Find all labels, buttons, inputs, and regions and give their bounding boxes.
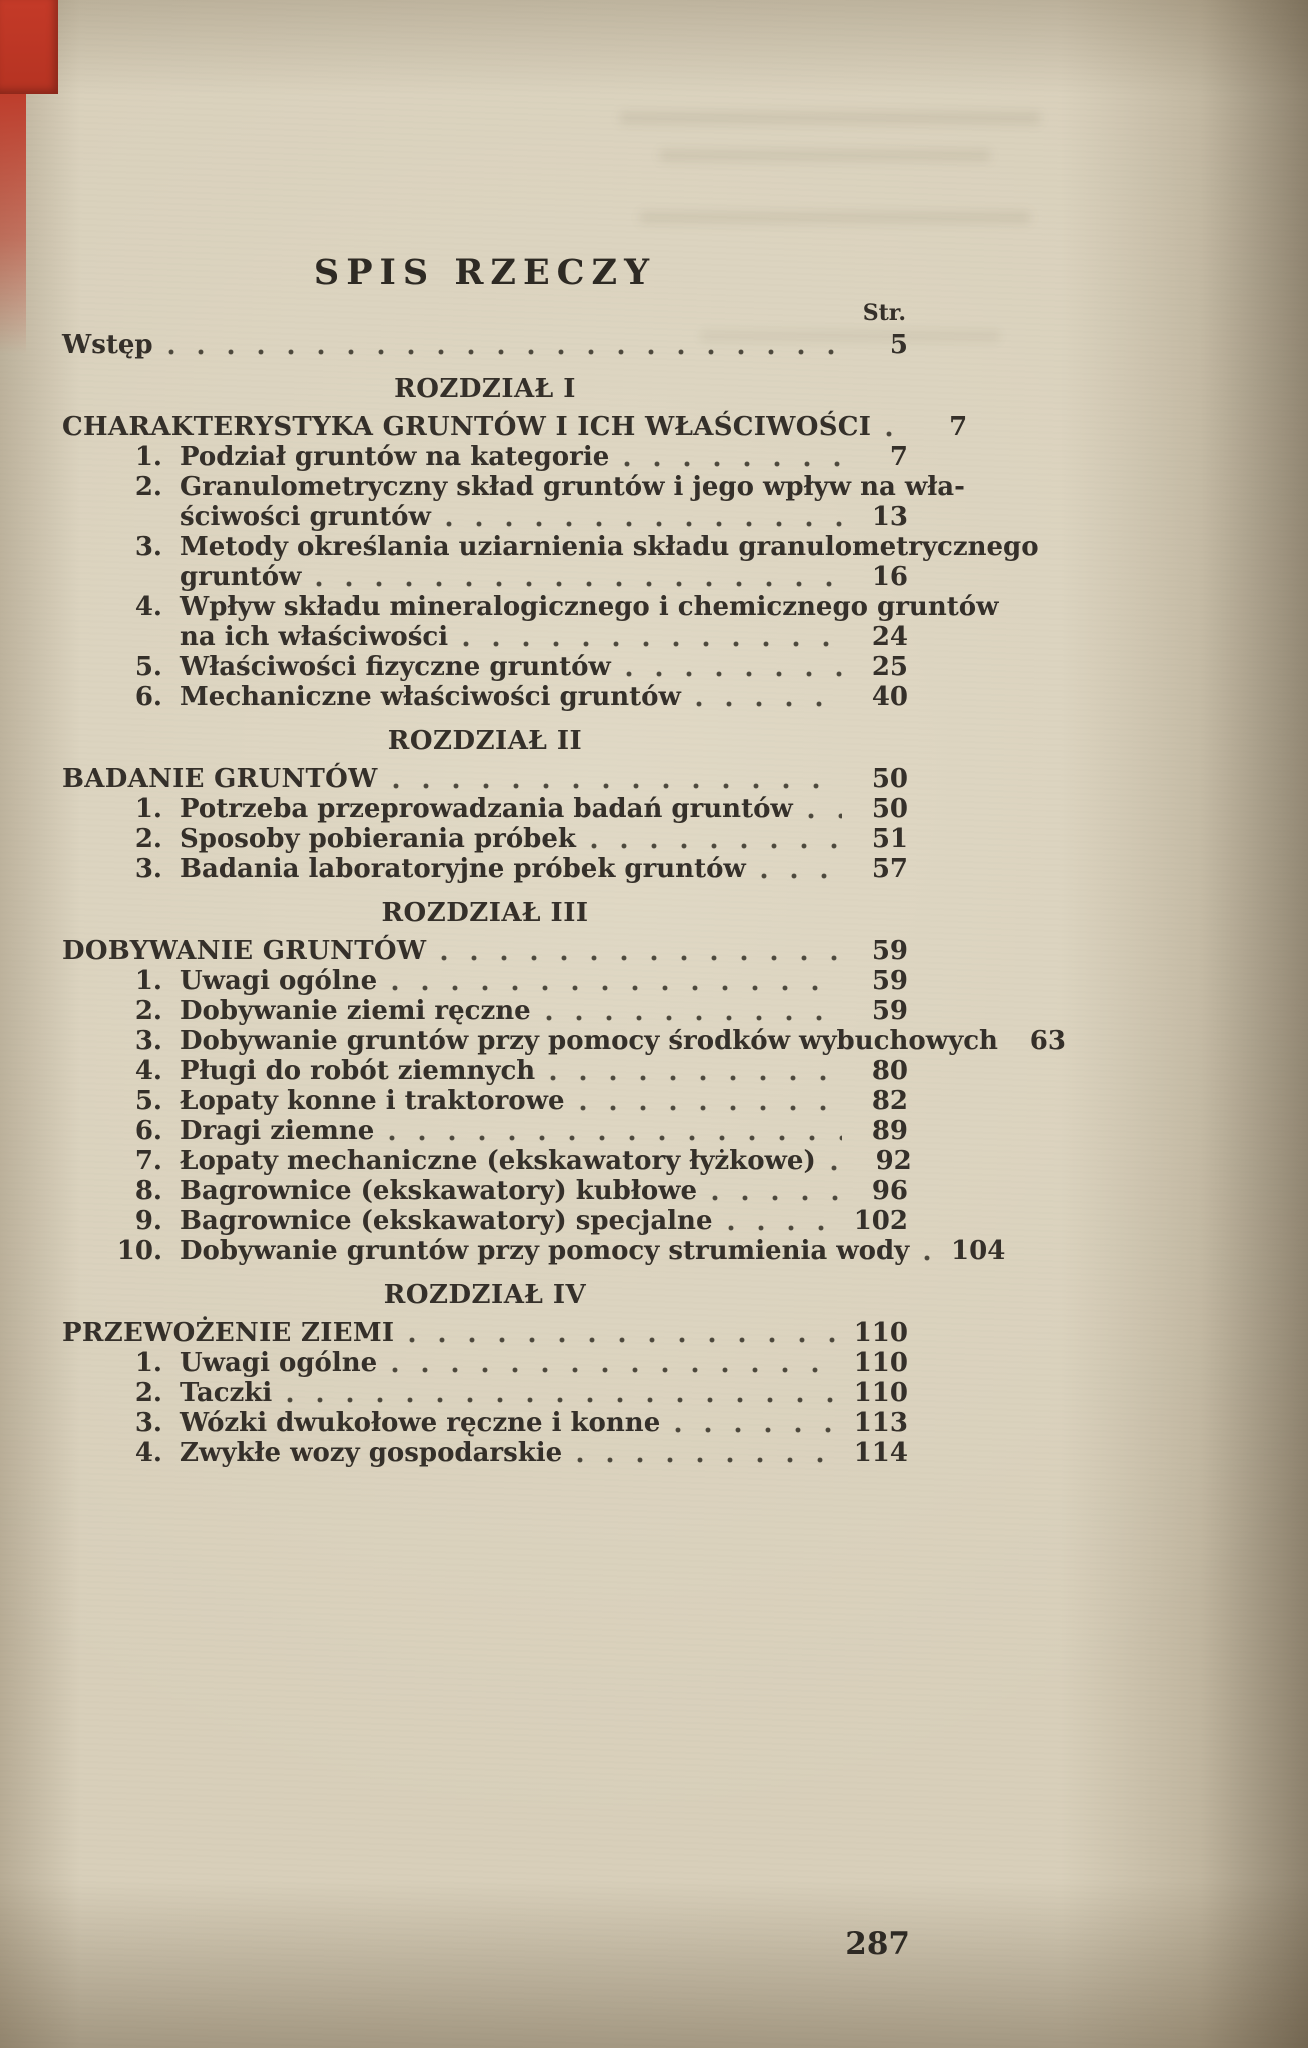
entry-number: 1. — [134, 1348, 162, 1378]
entry-text: na ich właściwości — [180, 622, 449, 652]
entry-number: 2. — [134, 472, 162, 502]
entry-number: 4. — [134, 1056, 162, 1086]
entry-page: 59 — [871, 996, 908, 1026]
toc-item-line — [62, 1438, 908, 1468]
entry-text: gruntów — [180, 562, 302, 592]
entry-page: 16 — [871, 562, 908, 592]
entry-page: 114 — [853, 1438, 908, 1468]
dot-leader — [830, 1146, 846, 1176]
toc-item-line — [62, 532, 1039, 562]
entry-page: 7 — [889, 442, 908, 472]
entry-page: 50 — [871, 764, 908, 794]
entry-number: 4. — [134, 1438, 162, 1468]
dot-leader — [885, 412, 901, 442]
entry-text: ściwości gruntów — [180, 502, 431, 532]
entry-text: Pługi do robót ziemnych — [180, 1056, 536, 1086]
toc-item-line — [62, 682, 908, 712]
entry-text: Badania laboratoryjne próbek gruntów — [180, 854, 746, 884]
entry-text: DOBYWANIE GRUNTÓW — [62, 936, 427, 966]
red-book-edge-corner — [0, 0, 58, 94]
entry-number: 3. — [134, 532, 162, 562]
dot-leader — [391, 966, 842, 996]
toc-item-line — [62, 622, 908, 652]
dot-leader — [923, 1236, 939, 1266]
entry-page: 102 — [853, 1206, 908, 1236]
toc-item-line — [62, 1026, 1066, 1056]
dot-leader — [388, 1116, 842, 1146]
dot-leader — [711, 1176, 842, 1206]
entry-page: 59 — [871, 936, 908, 966]
chapter-title-entry — [62, 1318, 908, 1348]
toc-item-line — [62, 1146, 912, 1176]
entry-page: 89 — [871, 1116, 908, 1146]
entry-page: 96 — [871, 1176, 908, 1206]
entry-page: 92 — [875, 1146, 912, 1176]
entry-page: 40 — [871, 682, 908, 712]
dot-leader — [807, 794, 842, 824]
toc-item-line — [62, 824, 908, 854]
entry-number: 2. — [134, 824, 162, 854]
entry-text: Właściwości fizyczne gruntów — [180, 652, 611, 682]
entry-number: 3. — [134, 854, 162, 884]
entry-text: Bagrownice (ekskawatory) specjalne — [180, 1206, 713, 1236]
entry-text: Mechaniczne właściwości gruntów — [180, 682, 681, 712]
toc-item-line — [62, 854, 908, 884]
dot-leader — [315, 562, 842, 592]
entry-text: BADANIE GRUNTÓW — [62, 764, 378, 794]
dot-leader — [408, 1318, 842, 1348]
entry-number: 1. — [134, 966, 162, 996]
toc-item-line — [62, 1176, 908, 1206]
chapter-title-entry — [62, 936, 908, 966]
entry-text: Podział gruntów na kategorie — [180, 442, 610, 472]
entry-text: Uwagi ogólne — [180, 1348, 378, 1378]
dot-leader — [462, 622, 842, 652]
dot-leader — [579, 1086, 842, 1116]
toc-item-line — [62, 1056, 908, 1086]
dot-leader — [392, 764, 842, 794]
dot-leader — [695, 682, 842, 712]
chapter-heading: ROZDZIAŁ IV — [383, 1280, 587, 1310]
toc-item-line — [62, 442, 908, 472]
table-of-contents — [62, 330, 1066, 1468]
entry-text: Łopaty konne i traktorowe — [180, 1086, 565, 1116]
chapter-heading: ROZDZIAŁ III — [381, 898, 589, 928]
entry-text: Wpływ składu mineralogicznego i chemicznego gruntów — [180, 592, 999, 622]
toc-item-line — [62, 1116, 908, 1146]
entry-page: 25 — [871, 652, 908, 682]
entry-text: Taczki — [180, 1378, 273, 1408]
dot-leader — [549, 1056, 842, 1086]
toc-item-line — [62, 1378, 908, 1408]
entry-page: 110 — [853, 1378, 908, 1408]
entry-page: 104 — [951, 1236, 1006, 1266]
toc-item-line — [62, 1236, 1006, 1266]
dot-leader — [760, 854, 842, 884]
entry-text: Potrzeba przeprowadzania badań gruntów — [180, 794, 793, 824]
dot-leader — [674, 1408, 842, 1438]
page-bleed-ghost — [640, 212, 1030, 223]
dot-leader — [576, 1438, 842, 1468]
dot-leader — [727, 1206, 843, 1236]
toc-item-line — [62, 652, 908, 682]
entry-page: 50 — [871, 794, 908, 824]
entry-page: 24 — [871, 622, 908, 652]
entry-text: CHARAKTERYSTYKA GRUNTÓW I ICH WŁAŚCIWOŚCI — [62, 412, 872, 442]
entry-page: 57 — [871, 854, 908, 884]
toc-item-line — [62, 966, 908, 996]
toc-item-line — [62, 502, 908, 532]
dot-leader — [286, 1378, 842, 1408]
entry-page: 113 — [853, 1408, 908, 1438]
dot-leader — [440, 936, 842, 966]
entry-text: Dragi ziemne — [180, 1116, 375, 1146]
entry-text: Wózki dwukołowe ręczne i konne — [180, 1408, 661, 1438]
entry-page: 80 — [871, 1056, 908, 1086]
entry-number: 4. — [134, 592, 162, 622]
entry-page: 63 — [1029, 1026, 1066, 1056]
entry-number: 7. — [134, 1146, 162, 1176]
entry-number: 3. — [134, 1408, 162, 1438]
page-bleed-ghost — [660, 150, 990, 161]
entry-number: 1. — [134, 794, 162, 824]
toc-item-line — [62, 472, 965, 502]
entry-text: Dobywanie gruntów przy pomocy środków wybuchowych — [180, 1026, 998, 1056]
entry-number: 8. — [134, 1176, 162, 1206]
dot-leader — [545, 996, 842, 1026]
toc-item-line — [62, 1348, 908, 1378]
entry-page: 110 — [853, 1348, 908, 1378]
dot-leader — [445, 502, 842, 532]
page-column-label: Str. — [862, 300, 906, 326]
toc-item-line — [62, 1408, 908, 1438]
entry-text: Wstęp — [62, 330, 153, 360]
toc-item-line — [62, 592, 999, 622]
entry-number: 5. — [134, 652, 162, 682]
entry-page: 5 — [889, 330, 908, 360]
entry-text: Uwagi ogólne — [180, 966, 378, 996]
entry-text: Dobywanie ziemi ręczne — [180, 996, 531, 1026]
entry-text: Sposoby pobierania próbek — [180, 824, 576, 854]
entry-page: 82 — [871, 1086, 908, 1116]
chapter-title-entry — [62, 764, 908, 794]
dot-leader — [391, 1348, 842, 1378]
entry-number: 10. — [116, 1236, 162, 1266]
page-title: SPIS RZECZY — [313, 252, 657, 293]
entry-page: 7 — [949, 412, 968, 442]
entry-text: Granulometryczny skład gruntów i jego wpływ na wła- — [180, 472, 965, 502]
entry-number: 2. — [134, 1378, 162, 1408]
entry-page: 110 — [853, 1318, 908, 1348]
toc-intro-entry — [62, 330, 908, 360]
toc-item-line — [62, 794, 908, 824]
entry-number: 9. — [134, 1206, 162, 1236]
entry-number: 5. — [134, 1086, 162, 1116]
entry-text: PRZEWOŻENIE ZIEMI — [62, 1318, 395, 1348]
chapter-heading: ROZDZIAŁ II — [387, 726, 583, 756]
entry-page: 59 — [871, 966, 908, 996]
entry-number: 3. — [134, 1026, 162, 1056]
page-number: 287 — [845, 1926, 910, 1962]
dot-leader — [625, 652, 842, 682]
toc-item-line — [62, 1206, 908, 1236]
chapter-title-entry — [62, 412, 968, 442]
entry-number: 1. — [134, 442, 162, 472]
page-bleed-ghost — [620, 112, 1040, 124]
entry-text: Łopaty mechaniczne (ekskawatory łyżkowe) — [180, 1146, 816, 1176]
entry-number: 2. — [134, 996, 162, 1026]
red-book-edge-strip — [0, 94, 26, 354]
toc-item-line — [62, 1086, 908, 1116]
entry-text: Zwykłe wozy gospodarskie — [180, 1438, 563, 1468]
dot-leader — [167, 330, 842, 360]
entry-text: Dobywanie gruntów przy pomocy strumienia wody — [180, 1236, 910, 1266]
dot-leader — [623, 442, 842, 472]
entry-page: 13 — [871, 502, 908, 532]
toc-item-line — [62, 996, 908, 1026]
entry-text: Bagrownice (ekskawatory) kubłowe — [180, 1176, 698, 1206]
dot-leader — [590, 824, 842, 854]
entry-number: 6. — [134, 682, 162, 712]
entry-text: Metody określania uziarnienia składu granulometrycznego — [180, 532, 1039, 562]
entry-number: 6. — [134, 1116, 162, 1146]
entry-page: 51 — [871, 824, 908, 854]
toc-page-content — [62, 252, 1066, 1468]
toc-item-line — [62, 562, 908, 592]
chapter-heading: ROZDZIAŁ I — [394, 374, 576, 404]
